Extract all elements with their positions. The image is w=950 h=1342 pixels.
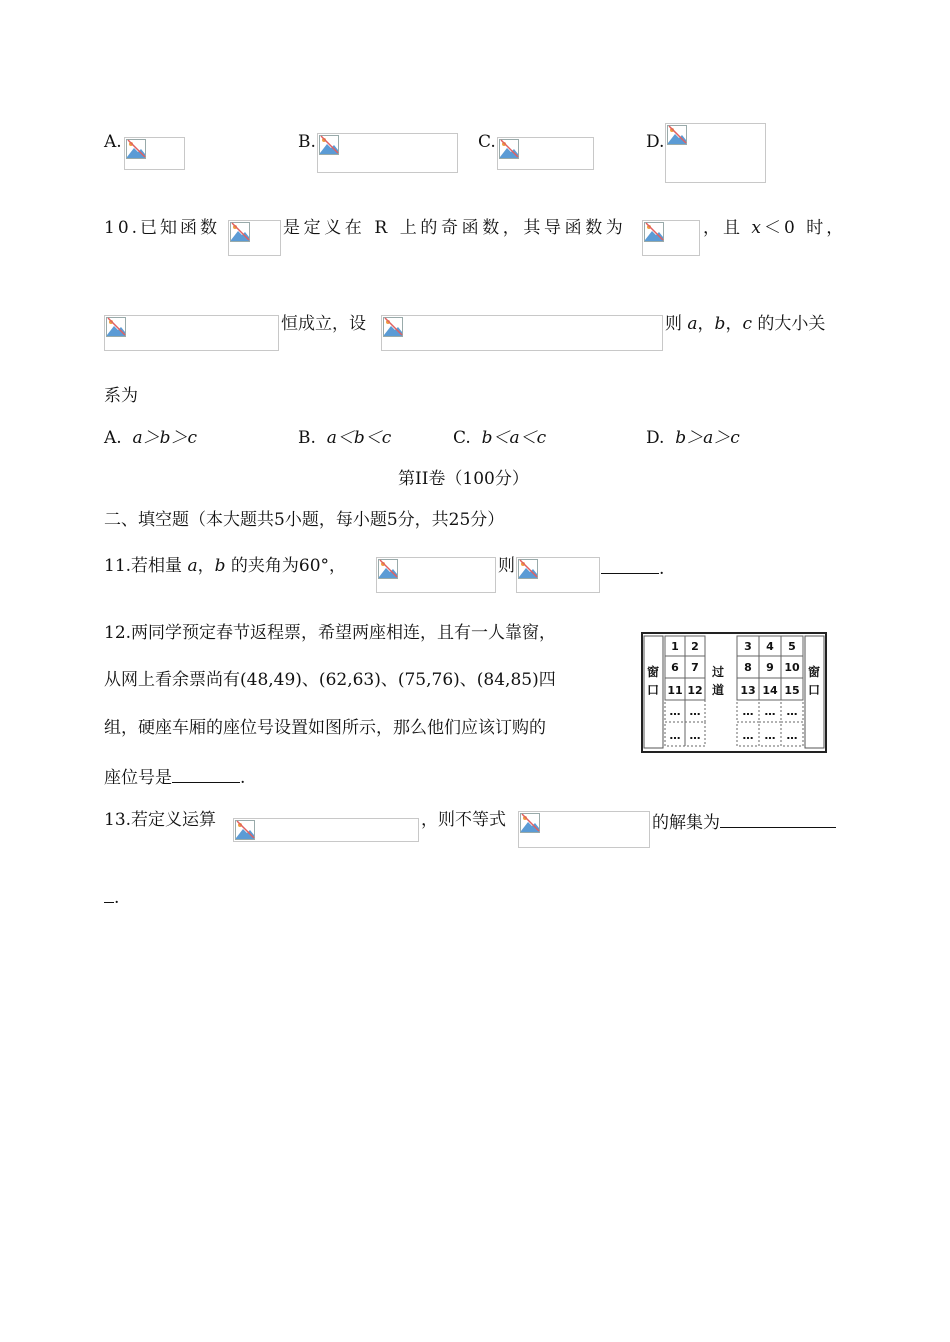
option-label: C. [453,428,471,448]
q12-line4-pre: 座位号是 [104,768,172,788]
seat-dots: … [742,705,754,718]
q10-option-c [453,430,546,447]
seat-layout-figure [641,632,827,753]
option-expr: a＞b＞c [132,428,198,448]
broken-image-icon [106,317,126,337]
q10-option-a [104,430,197,447]
broken-image-icon [518,559,538,579]
comma: ， [697,314,715,334]
window-right-label-1: 窗 [807,665,821,679]
broken-image-icon [126,139,146,159]
q10-derivative-image [642,220,700,256]
seat-dots: … [786,705,798,718]
option-expr: b＜a＜c [481,428,547,448]
q12-line1: 12.两同学预定春节返程票，希望两座相连，且有一人靠窗， [104,623,557,643]
aisle-label-2: 道 [711,683,725,697]
window-right-label-2: 口 [807,683,821,697]
q13-answer-blank[interactable] [720,812,836,828]
option-label: D. [646,428,665,448]
q13-period: . [114,888,120,908]
comma: ， [725,314,743,334]
q10-prefix: 10.已知函数 [104,218,221,238]
q11-then: 则 [498,556,515,576]
var-c: c [742,314,752,334]
seat-number: 7 [691,661,699,674]
seat-number: 12 [687,684,703,697]
q13-mid: ，则不等式 [421,810,506,830]
var-a: a [187,556,198,576]
seat-number: 13 [740,684,756,697]
q10-function-image [228,220,281,256]
q9-option-b-image [317,133,458,173]
q10-line2-mid: 恒成立，设 [281,314,366,334]
q11-end: . [659,559,665,579]
seat-number: 4 [766,640,774,653]
seat-dots: … [742,729,754,742]
q12-line2: 从网上看余票尚有(48,49)、(62,63)、(75,76)、(84,85)四 [104,670,556,690]
broken-image-icon [235,820,255,840]
seat-number: 10 [784,661,800,674]
q10-option-d [646,430,740,447]
q10-line3: 系为 [104,386,138,406]
aisle-label-1: 过 [711,665,725,679]
q10-mid2a: ，且 [703,218,752,238]
q9-option-a-image [124,137,185,170]
seat-number: 15 [784,684,800,697]
section2-title: 二、填空题（本大题共5小题，每小题5分，共25分） [104,510,505,530]
q10-relation-text: 的大小关 [751,314,826,334]
broken-image-icon [644,222,664,242]
q13-line2 [104,887,119,907]
seat-dots: … [689,705,701,718]
seat-dots: … [786,729,798,742]
window-left-label-1: 窗 [646,665,660,679]
broken-image-icon [383,317,403,337]
q10-mid2b: ＜0 时， [764,218,847,238]
q11-question-image [516,557,600,593]
seat-number: 5 [788,640,796,653]
q11-answer-blank[interactable] [601,558,664,578]
seat-number: 1 [671,640,679,653]
q12-line4 [104,767,245,787]
seat-number: 9 [766,661,774,674]
seat-number: 8 [744,661,752,674]
q10-line2-end [665,316,825,333]
option-expr: a＜b＜c [326,428,392,448]
broken-image-icon [499,139,519,159]
broken-image-icon [230,222,250,242]
q10-option-b [298,430,391,447]
seat-number: 11 [667,684,683,697]
q9-option-d-label: D. [646,132,665,152]
seat-dots: … [764,705,776,718]
var-b: b [714,314,726,334]
part2-title: 第II卷（100分） [398,469,529,489]
q12-answer-blank[interactable] [172,767,240,783]
broken-image-icon [378,559,398,579]
seat-number: 2 [691,640,699,653]
q13-prefix: 13.若定义运算 [104,810,217,830]
seat-number: 6 [671,661,679,674]
option-expr: b＞a＞c [675,428,740,448]
q10-inequality-image [104,315,279,351]
broken-image-icon [520,813,540,833]
q13-operation-image [233,818,419,842]
q11-condition-image [376,557,496,593]
broken-image-icon [667,125,687,145]
var-x: x [751,218,764,238]
var-b: b [214,556,226,576]
q10-then: 则 [665,314,688,334]
q9-option-b-label: B. [298,132,316,152]
comma: ， [197,556,215,576]
q11-text [104,558,346,575]
q9-option-c-label: C. [478,132,496,152]
q11-prefix: 11.若相量 [104,556,188,576]
seat-dots: … [669,729,681,742]
seat-dots: … [689,729,701,742]
q12-end: . [240,768,246,788]
seat-number: 14 [762,684,778,697]
seat-dots: … [669,705,681,718]
seat-dots: … [764,729,776,742]
q13-answer-blank-cont[interactable] [104,887,114,903]
q13-end [652,812,836,832]
option-label: B. [298,428,316,448]
q13-inequality-image [518,811,650,848]
q13-end-text: 的解集为 [652,813,720,833]
broken-image-icon [319,135,339,155]
q11-mid: 的夹角为60°， [225,556,347,576]
option-label: A. [104,428,122,448]
q9-option-c-image [497,137,594,170]
q10-condition [703,220,846,237]
var-a: a [687,314,698,334]
q10-definitions-image [381,315,663,351]
q9-option-a-label: A. [104,132,122,152]
q9-option-d-image [665,123,766,183]
seat-number: 3 [744,640,752,653]
window-left-label-2: 口 [646,683,660,697]
q10-mid1: 是定义在 R 上的奇函数，其导函数为 [283,218,627,238]
q12-line3: 组，硬座车厢的座位号设置如图所示，那么他们应该订购的 [104,718,546,738]
